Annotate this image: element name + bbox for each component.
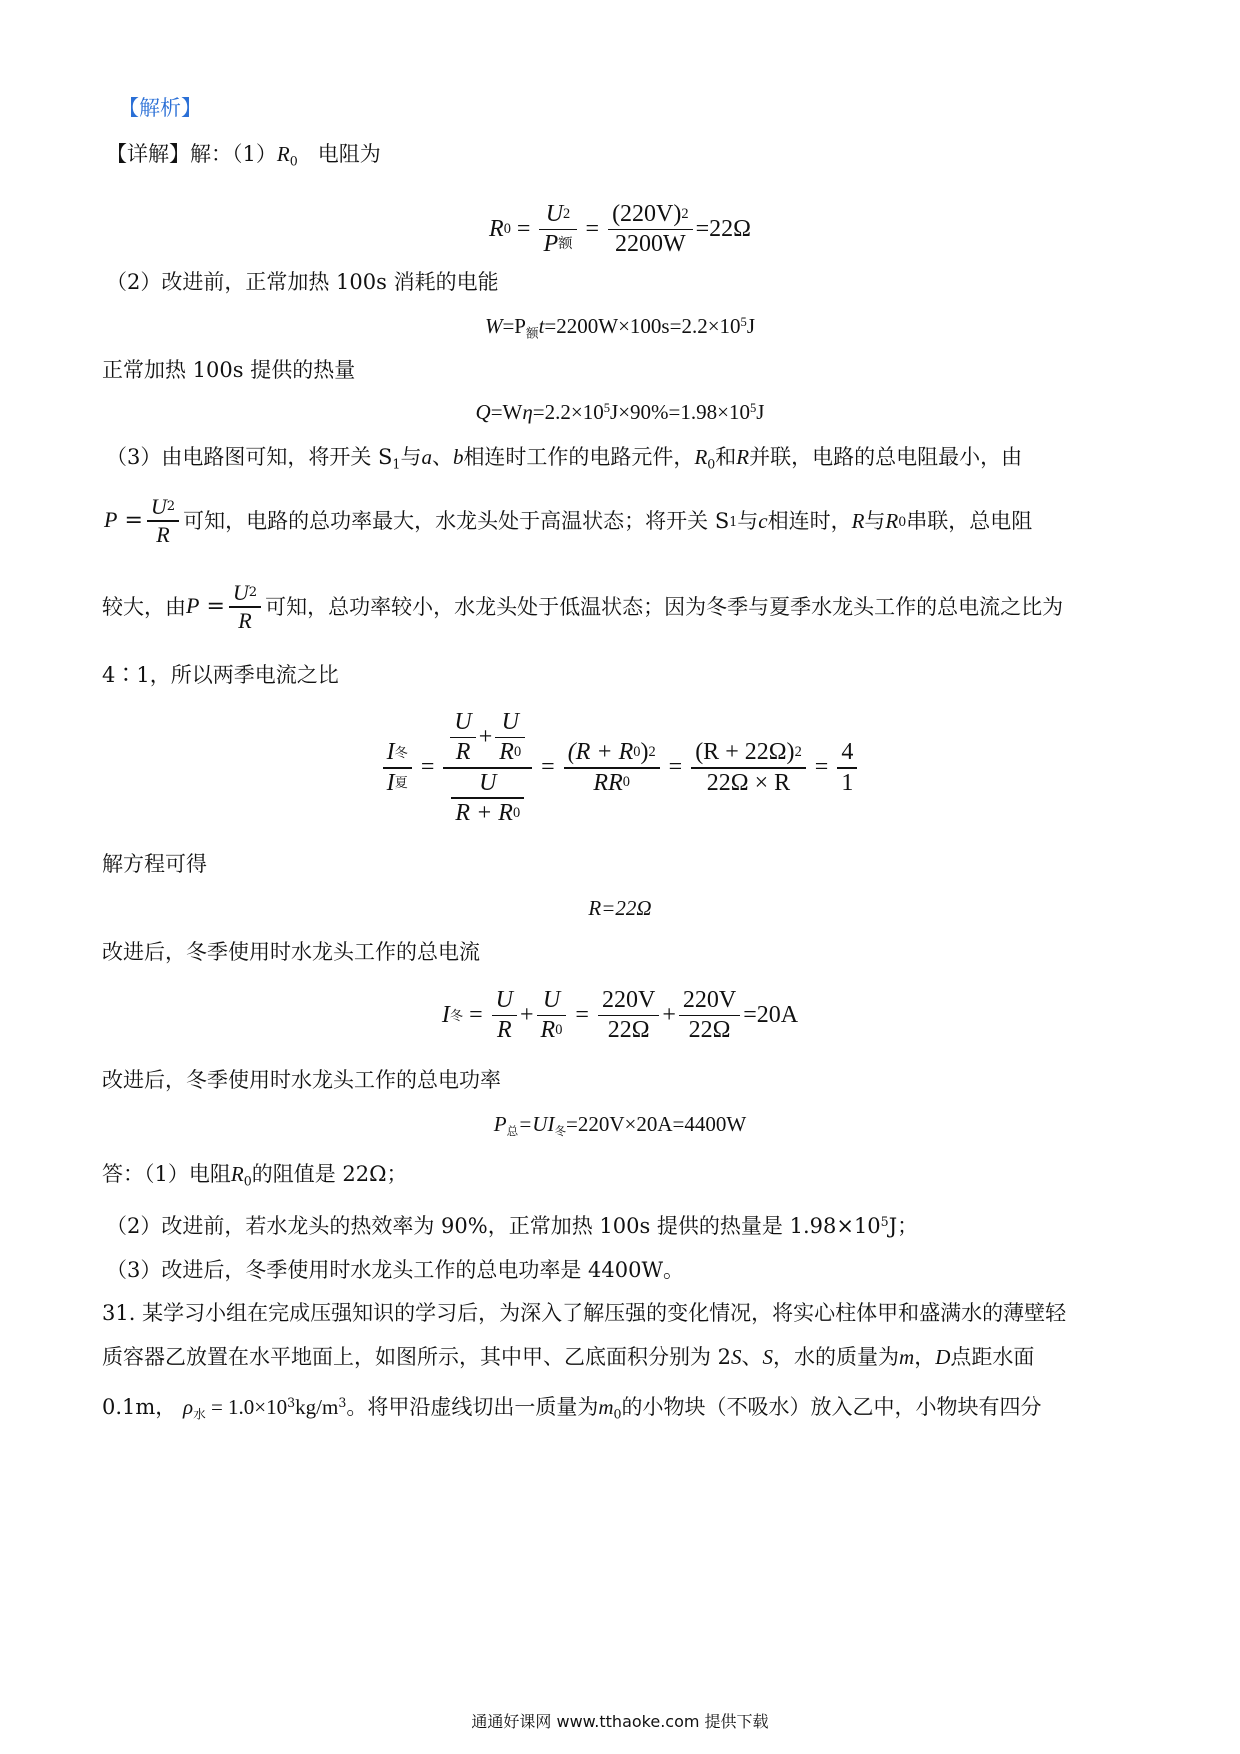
equation-q: $Q=W\eta=2.2\times 10^5J\times 90\%=1.98\times 10^5J$	[475, 400, 765, 424]
detail-intro: 解：（1）	[190, 142, 277, 166]
part3-line4: 4∶1，所以两季电流之比	[102, 663, 339, 687]
analysis-tag: 【解析】	[118, 96, 202, 120]
eq1-lhs: R	[489, 216, 504, 243]
equation-r0: R 0 = U 2 P 额 = (220V) 2 2200W =22Ω	[489, 201, 751, 258]
after-power-line: 改进后，冬季使用时水龙头工作的总电功率	[102, 1068, 501, 1092]
detail-tail: 电阻为	[317, 142, 381, 166]
eq1-frac1: U 2 P 额	[539, 200, 576, 259]
p3c-frac: U 2 R	[229, 580, 261, 634]
r0-subscript: 0	[289, 153, 298, 169]
part2-heat: 正常加热 100s 提供的热量	[102, 358, 356, 382]
eq1-lhs-sub: 0	[503, 220, 511, 237]
answer-3: （3）改进后，冬季使用时水龙头工作的总电功率是 4400W。	[106, 1258, 685, 1282]
detail-tag: 【详解】	[106, 142, 190, 166]
detail-line	[106, 142, 381, 169]
part3-line3: 较大，由 P = U 2 R 可知，总功率较小，水龙头处于低温状态；因为冬季与夏季水龙头工作的总电流之比为	[102, 580, 1064, 633]
eq1-frac2: (220V) 2 2200W	[608, 200, 693, 259]
answer-2: （2）改进前，若水龙头的热效率为 90%，正常加热 100s 提供的热量是 $1.98\times 10^5J$；	[106, 1214, 919, 1238]
part3-line2: P = U 2 R 可知，电路的总功率最大，水龙头处于高温状态；将开关 S 1 与 c 相连时， R 与 R 0 串联，总电阻	[104, 494, 1033, 547]
answer-1: 答：（1）电阻$R_0$的阻值是 22Ω；	[102, 1162, 408, 1189]
equation-r: R=22Ω	[588, 896, 652, 920]
equation-w: $W=P_额t=2200W\times 100s=2.2\times 10^5J$	[484, 314, 756, 341]
ratio-frac2: (R + R 0 ) 2 RR 0	[564, 738, 660, 797]
ratio-result: 4 1	[837, 738, 857, 797]
p3b-frac: U 2 R	[147, 494, 179, 548]
eq1-result: =22Ω	[695, 216, 751, 243]
equation-current: I 冬 = U R + U R 0 = 220V 22Ω + 220V 22Ω =20A	[441, 987, 799, 1044]
r0-symbol: R	[276, 142, 290, 166]
question-31-line1: 31. 某学习小组在完成压强知识的学习后，为深入了解压强的变化情况，将实心柱体甲和盛满水的薄壁轻	[102, 1301, 1067, 1325]
ratio-lhs: I 冬 I 夏	[383, 738, 412, 797]
ratio-frac3: (R + 22Ω) 2 22Ω × R	[691, 738, 806, 797]
footer-credit: 通通好课网 www.tthaoke.com 提供下载	[471, 1712, 769, 1731]
solve-line: 解方程可得	[102, 852, 207, 876]
question-31-line3: 0.1m， $\rho_水 = 1.0\times 10^3kg/m^3$。将甲沿虚线切出一质量为$m_0$的小物块（不吸水）放入乙中，小物块有四分	[102, 1395, 1042, 1422]
equation-ratio: I 冬 I 夏 = U R + U R 0 U R + R 0 = (R + R 0 ) 2 RR 0 = (R + 22Ω) 2 22Ω × R = 4 1	[0, 708, 1240, 828]
ratio-complex-frac: U R + U R 0 U R + R 0	[443, 708, 532, 828]
question-31-line2: 质容器乙放置在水平地面上，如图所示，其中甲、乙底面积分别为 2S、S，水的质量为m，D点距水面	[102, 1345, 1035, 1369]
equation-power: $P_总=UI_冬=220V\times 20A=4400W$	[493, 1112, 747, 1139]
part2-line: （2）改进前，正常加热 100s 消耗的电能	[106, 270, 499, 294]
after-current-line: 改进后，冬季使用时水龙头工作的总电流	[102, 940, 480, 964]
part3-line1: （3）由电路图可知，将开关 $S_1$与a、b相连时工作的电路元件，$R_0$和R并联，电路的总电阻最小，由	[106, 445, 1023, 472]
